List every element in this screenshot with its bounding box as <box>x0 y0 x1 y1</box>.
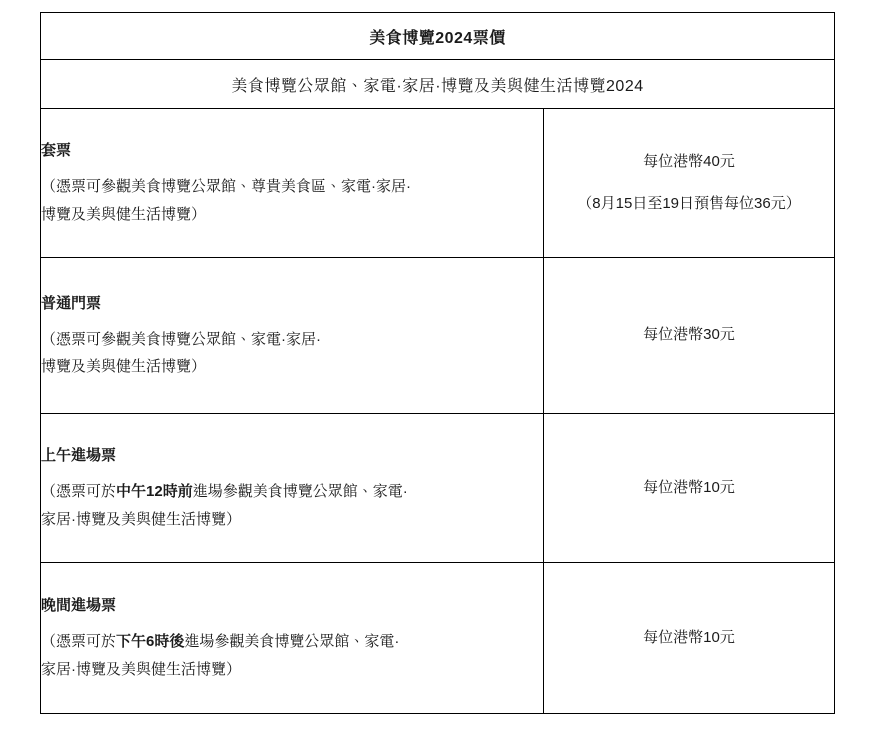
ticket-price-morning <box>544 414 835 563</box>
ticket-description-line2: 博覽及美與健生活博覽） <box>41 358 207 376</box>
ticket-type-standard <box>41 258 544 414</box>
ticket-description-line1: （憑票可於中午12時前進場參觀美食博覽公眾館、家電· <box>41 483 408 501</box>
table-row <box>41 414 835 563</box>
ticket-description-line1: （憑票可參觀美食博覽公眾館、尊貴美食區、家電·家居· <box>41 178 411 196</box>
table-title: 美食博覽2024票價 <box>41 13 835 60</box>
ticket-type-evening <box>41 563 544 714</box>
table-subtitle: 美食博覽公眾館、家電·家居·博覽及美與健生活博覽2024 <box>41 60 835 109</box>
ticket-category-label: 晚間進場票 <box>41 597 117 615</box>
ticket-description-line1: （憑票可於下午6時後進場參觀美食博覽公眾館、家電· <box>41 633 400 651</box>
ticket-description-line2: 博覽及美與健生活博覽） <box>41 205 207 223</box>
table-row <box>41 563 835 714</box>
ticket-category-label: 普通門票 <box>41 294 102 312</box>
ticket-description-line2: 家居·博覽及美與健生活博覽） <box>41 510 241 528</box>
ticket-price-main: 每位港幣10元 <box>643 628 735 646</box>
ticket-category-label: 上午進場票 <box>41 447 117 465</box>
ticket-price-table <box>40 12 835 714</box>
ticket-price-main: 每位港幣10元 <box>643 478 735 496</box>
table-title-row <box>41 13 835 60</box>
table-row <box>41 109 835 258</box>
ticket-category-label: 套票 <box>41 142 72 160</box>
ticket-description-line1: （憑票可參觀美食博覽公眾館、家電·家居· <box>41 330 321 348</box>
ticket-price-main: 每位港幣30元 <box>643 326 735 344</box>
ticket-description-line2: 家居·博覽及美與健生活博覽） <box>41 660 241 678</box>
ticket-price-note: （8月15日至19日預售每位36元） <box>577 195 801 212</box>
ticket-type-morning <box>41 414 544 563</box>
ticket-price-standard <box>544 258 835 414</box>
ticket-type-package <box>41 109 544 258</box>
ticket-price-evening <box>544 563 835 714</box>
ticket-price-package <box>544 109 835 258</box>
table-subtitle-row <box>41 60 835 109</box>
ticket-price-main: 每位港幣40元 <box>643 152 735 170</box>
table-row <box>41 258 835 414</box>
